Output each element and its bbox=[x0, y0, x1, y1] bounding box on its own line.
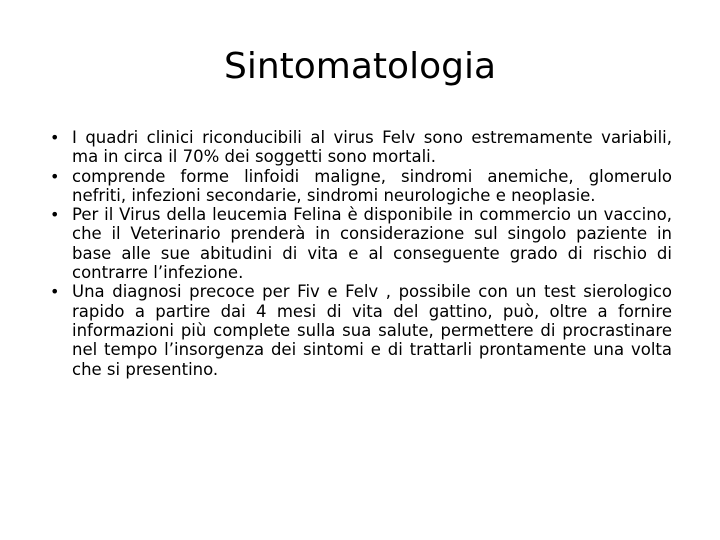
bullet-icon: • bbox=[50, 282, 60, 302]
bullet-item bbox=[50, 282, 672, 378]
bullet-text: I quadri clinici riconducibili al virus Felv sono estremamente variabili, ma in circa il 70% dei soggetti sono mortali. bbox=[72, 128, 672, 167]
bullet-icon: • bbox=[50, 128, 60, 147]
bullet-list bbox=[50, 128, 672, 379]
bullet-icon: • bbox=[50, 166, 60, 186]
bullet-item bbox=[50, 128, 672, 167]
bullet-icon: • bbox=[50, 205, 60, 225]
bullet-item bbox=[50, 205, 672, 282]
bullet-text: Una diagnosi precoce per Fiv e Felv , possibile con un test sierologico rapido a partire dai 4 mesi di vita del gattino, può, oltre a fornire informazioni più complete sulla sua salute, permettere di procrastinare nel tempo l’insorgenza dei sintomi e di trattarli prontamente una volta che si presentino. bbox=[72, 282, 672, 379]
slide-title: Sintomatologia bbox=[223, 46, 497, 87]
bullet-text: Per il Virus della leucemia Felina è disponibile in commercio un vaccino, che il Veterinario prenderà in considerazione sul singolo paziente in base alle sue abitudini di vita e al conseguente grado di rischio di contrarre l’infezione. bbox=[72, 205, 672, 283]
bullet-item bbox=[50, 167, 672, 206]
bullet-text: comprende forme linfoidi maligne, sindromi anemiche, glomerulo nefriti, infezioni secondarie, sindromi neurologiche e neoplasie. bbox=[72, 166, 672, 205]
